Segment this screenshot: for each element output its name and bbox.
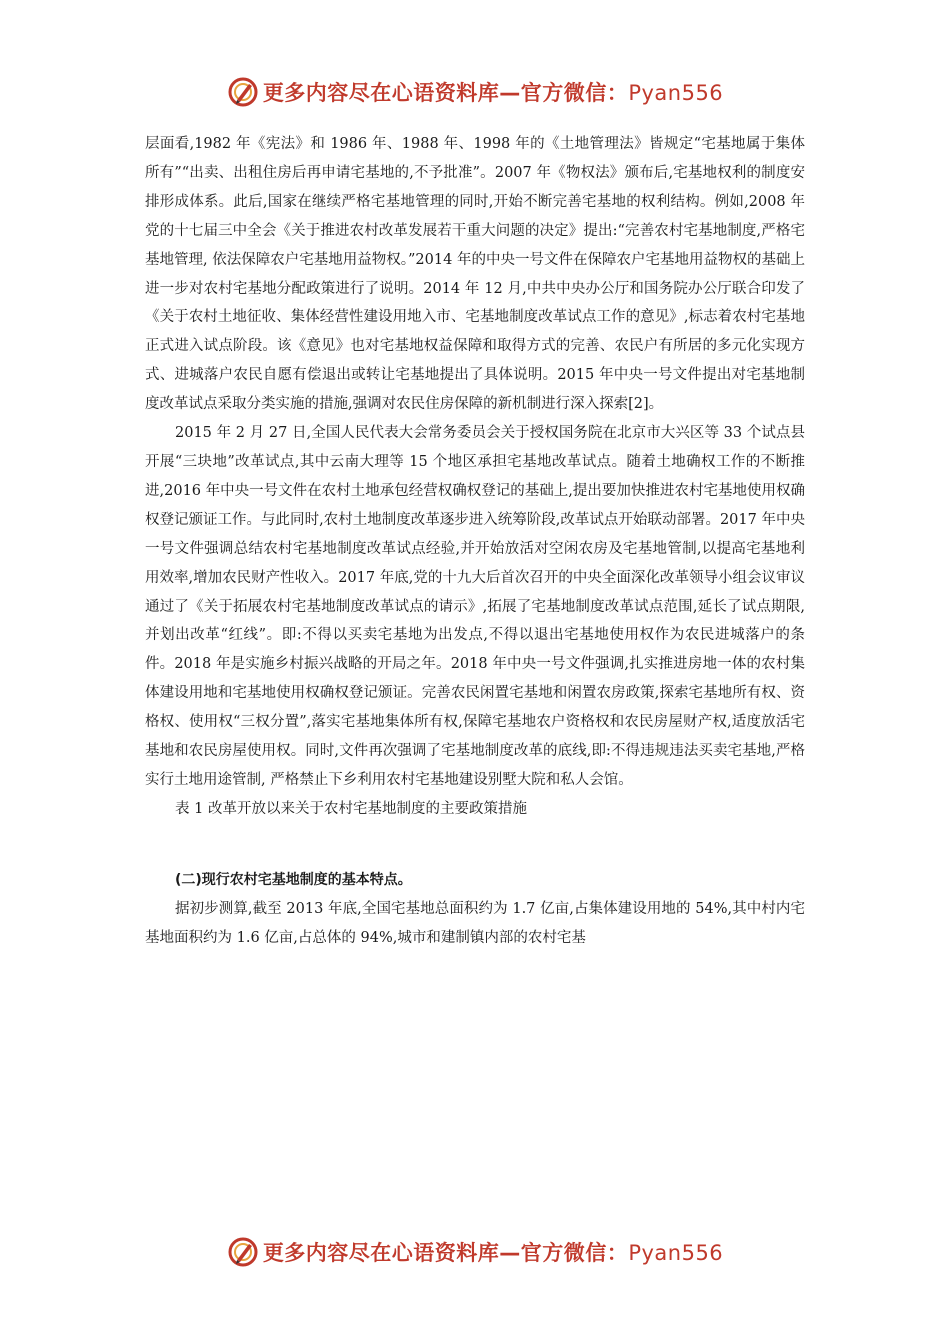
- header-banner: [0, 70, 950, 114]
- table-caption: 表 1 改革开放以来关于农村宅基地制度的主要政策措施: [175, 800, 527, 817]
- footer-banner-text: 更多内容尽在心语资料库—官方微信：Pyan556: [262, 1241, 724, 1265]
- footer-banner: [0, 1230, 950, 1274]
- section-heading: (二)现行农村宅基地制度的基本特点。: [175, 871, 412, 888]
- body-paragraph: 2015 年 2 月 27 日,全国人民代表大会常务委员会关于授权国务院在北京市大兴区等 33 个试点县开展“三块地”改革试点,其中云南大理等 15 个地区承担宅基地改革试点。随着土地确权工作的不断推进,2016 年中央一号文件在农村土地承包经营权确权登记的基础上,提出要加快推进农村宅基地使用权确权登记颁证工作。与此同时,农村土地制度改革逐步进入统筹阶段,改革试点开始联动部署。2017 年中央一号文件强调总结农村宅基地制度改革试点经验,并开始放活对空闲农房及宅基地管制,以提高宅基地利用效率,增加农民财产性收入。2017 年底,党的十九大后首次召开的中央全面深化改革领导小组会议审议通过了《关于拓展农村宅基地制度改革试点的请示》,拓展了宅基地制度改革试点范围,延长了试点期限,并划出改革“红线”。即:不得以买卖宅基地为出发点,不得以退出宅基地使用权作为农民进城落户的条件。2018 年是实施乡村振兴战略的开局之年。2018 年中央一号文件强调,扎实推进房地一体的农村集体建设用地和宅基地使用权确权登记颁证。完善农民闲置宅基地和闲置农房政策,探索宅基地所有权、资格权、使用权“三权分置”,落实宅基地集体所有权,保障宅基地农户资格权和农民房屋财产权,适度放活宅基地和农民房屋使用权。同时,文件再次强调了宅基地制度改革的底线,即:不得违规违法买卖宅基地,严格实行土地用途管制, 严格禁止下乡利用农村宅基地建设别墅大院和私人会馆。: [145, 425, 805, 788]
- pen-logo-icon: [227, 76, 259, 108]
- document-body: [145, 130, 805, 952]
- pen-logo-icon: [227, 1236, 259, 1268]
- body-paragraph: 据初步测算,截至 2013 年底,全国宅基地总面积约为 1.7 亿亩,占集体建设用地的 54%,其中村内宅基地面积约为 1.6 亿亩,占总体的 94%,城市和建制镇内部的农村宅基: [145, 900, 805, 946]
- body-paragraph: 层面看,1982 年《宪法》和 1986 年、1988 年、1998 年的《土地管理法》皆规定“宅基地属于集体所有”“出卖、出租住房后再申请宅基地的,不予批准”。2007 年《物权法》颁布后,宅基地权利的制度安排形成体系。此后,国家在继续严格宅基地管理的同时,开始不断完善宅基地的权利结构。例如,2008 年党的十七届三中全会《关于推进农村改革发展若干重大问题的决定》提出:“完善农村宅基地制度,严格宅基地管理, 依法保障农户宅基地用益物权。”2014 年的中央一号文件在保障农户宅基地用益物权的基础上进一步对农村宅基地分配政策进行了说明。2014 年 12 月,中共中央办公厅和国务院办公厅联合印发了《关于农村土地征收、集体经营性建设用地入市、宅基地制度改革试点工作的意见》,标志着农村宅基地正式进入试点阶段。该《意见》也对宅基地权益保障和取得方式的完善、农民户有所居的多元化实现方式、进城落户农民自愿有偿退出或转让宅基地提出了具体说明。2015 年中央一号文件提出对宅基地制度改革试点采取分类实施的措施,强调对农民住房保障的新机制进行深入探索[2]。: [145, 136, 805, 413]
- header-banner-text: 更多内容尽在心语资料库—官方微信：Pyan556: [262, 81, 724, 105]
